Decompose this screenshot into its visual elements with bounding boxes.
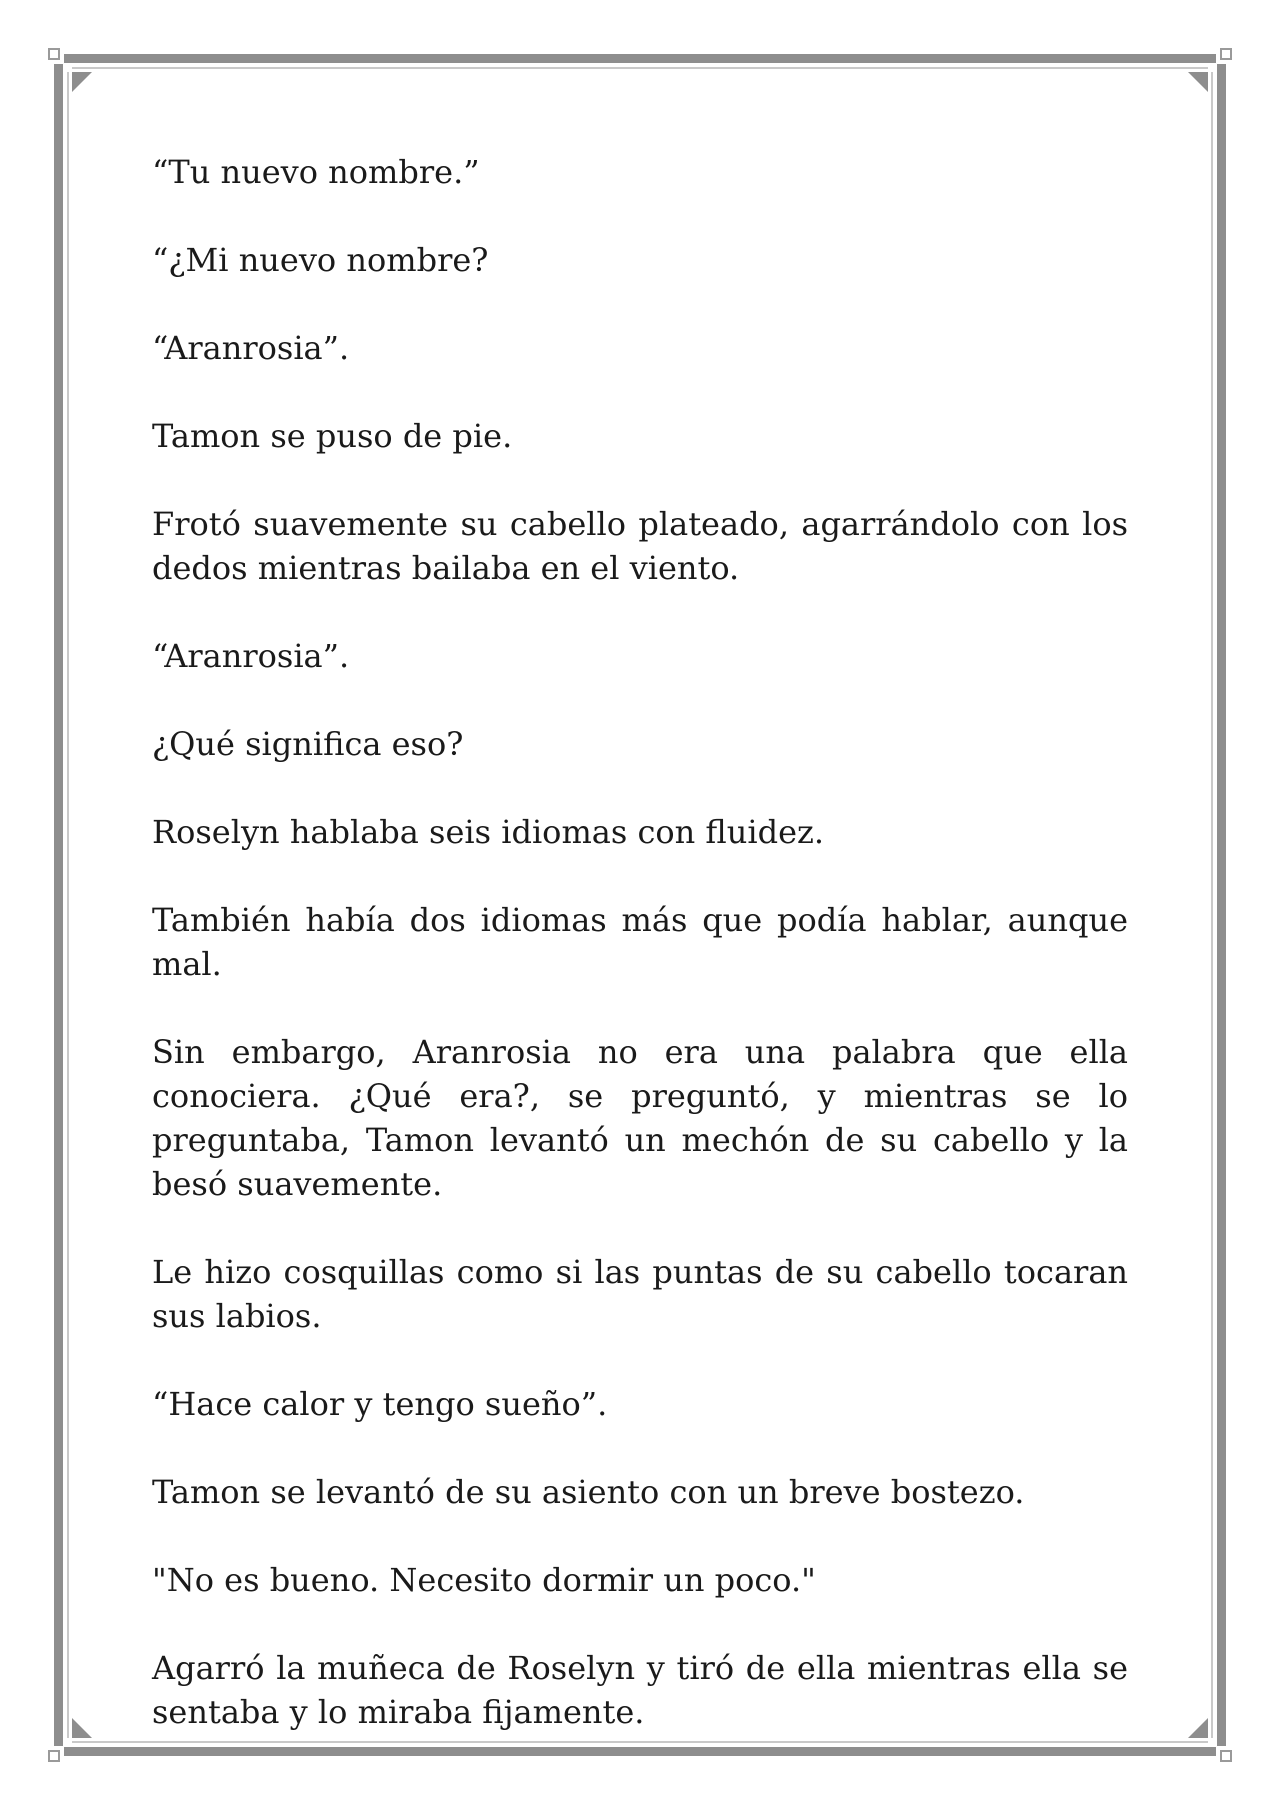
corner-ornament-bottom-left [48, 1750, 60, 1762]
paragraph: “Aranrosia”. [152, 329, 350, 367]
border-top [64, 54, 1216, 63]
corner-triangle-bottom-left [72, 1718, 92, 1738]
paragraph: “Aranrosia”. [152, 637, 350, 675]
border-left [54, 64, 63, 1746]
corner-ornament-top-left [48, 48, 60, 60]
inner-line-bottom [72, 1741, 1208, 1743]
corner-triangle-bottom-right [1188, 1718, 1208, 1738]
inner-line-top [72, 67, 1208, 69]
border-right [1217, 64, 1226, 1746]
paragraph: Roselyn hablaba seis idiomas con fluidez. [152, 813, 825, 851]
inner-line-right [1211, 72, 1213, 1738]
paragraph: Tamon se levantó de su asiento con un breve bostezo. [152, 1473, 1025, 1511]
paragraph: “¿Mi nuevo nombre? [152, 241, 489, 279]
border-bottom [64, 1747, 1216, 1756]
corner-ornament-top-right [1220, 48, 1232, 60]
paragraph: ¿Qué significa eso? [152, 725, 464, 763]
corner-triangle-top-left [72, 72, 92, 92]
paragraph: Sin embargo, Aranrosia no era una palabra que ella conociera. ¿Qué era?, se preguntó, y mientras se lo preguntaba, Tamon levantó un mechón de su cabello y la besó suavemente. [152, 1033, 1128, 1203]
corner-ornament-bottom-right [1220, 1750, 1232, 1762]
inner-line-left [67, 72, 69, 1738]
paragraph: Agarró la muñeca de Roselyn y tiró de ella mientras ella se sentaba y lo miraba fijamente. [152, 1649, 1128, 1731]
paragraph: Frotó suavemente su cabello plateado, agarrándolo con los dedos mientras bailaba en el viento. [152, 505, 1128, 587]
paragraph: Le hizo cosquillas como si las puntas de su cabello tocaran sus labios. [152, 1253, 1128, 1335]
paragraph: “Hace calor y tengo sueño”. [152, 1385, 608, 1423]
paragraph: Tamon se puso de pie. [152, 417, 513, 455]
paragraph: “Tu nuevo nombre.” [152, 153, 480, 191]
paragraph: "No es bueno. Necesito dormir un poco." [152, 1561, 816, 1599]
corner-triangle-top-right [1188, 72, 1208, 92]
page-text-body [152, 150, 1128, 1734]
paragraph: También había dos idiomas más que podía hablar, aunque mal. [152, 901, 1128, 983]
